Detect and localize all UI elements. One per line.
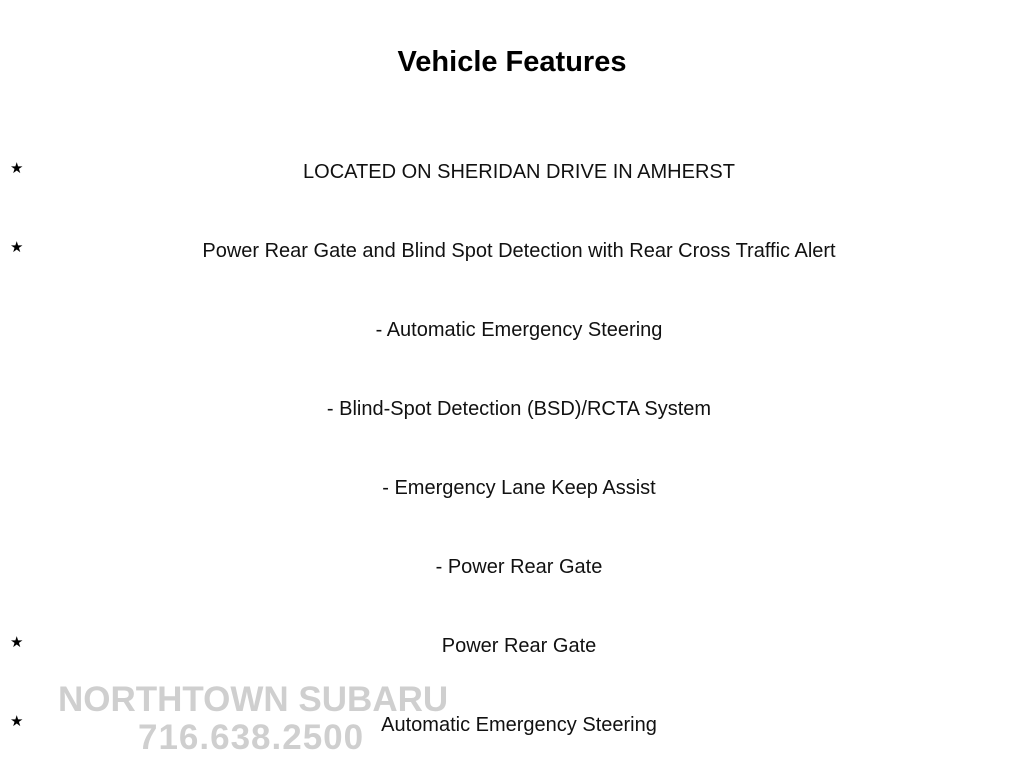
watermark-dealer-name: NORTHTOWN SUBARU: [58, 680, 449, 719]
star-icon: ★: [10, 712, 24, 730]
feature-text: Automatic Emergency Steering: [381, 714, 657, 736]
feature-text: LOCATED ON SHERIDAN DRIVE IN AMHERST: [303, 161, 735, 183]
feature-text: Power Rear Gate and Blind Spot Detection with Rear Cross Traffic Alert: [202, 240, 836, 262]
star-icon: ★: [10, 159, 24, 177]
feature-item: [0, 315, 1024, 345]
watermark-phone: 716.638.2500: [138, 718, 365, 757]
feature-item: [0, 710, 1024, 740]
feature-text: - Emergency Lane Keep Assist: [382, 477, 656, 499]
feature-text: - Blind-Spot Detection (BSD)/RCTA System: [326, 398, 712, 420]
feature-item: [0, 236, 1024, 266]
feature-item: [0, 473, 1024, 503]
star-icon: ★: [10, 633, 24, 651]
feature-item: [0, 552, 1024, 582]
feature-text: - Automatic Emergency Steering: [375, 319, 663, 341]
feature-item: [0, 631, 1024, 661]
feature-text: - Power Rear Gate: [435, 556, 603, 578]
star-icon: ★: [10, 238, 24, 256]
feature-item: [0, 157, 1024, 187]
feature-item: [0, 394, 1024, 424]
page-title: Vehicle Features: [397, 46, 627, 78]
feature-text: Power Rear Gate: [441, 635, 597, 657]
